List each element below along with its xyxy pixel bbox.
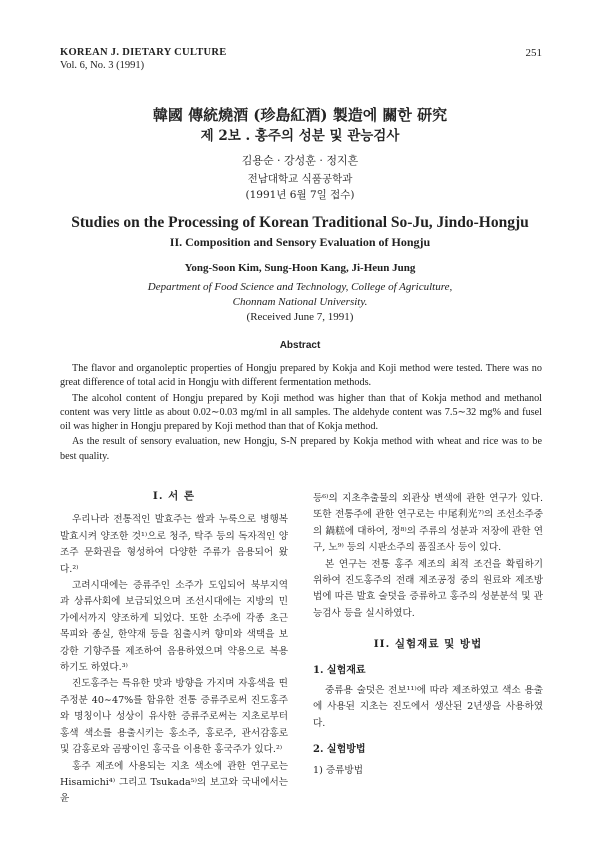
methods-heading: II. 실험재료 및 방법 bbox=[373, 638, 483, 651]
korean-title: 韓國 傳統燒酒 (珍島紅酒) 製造에 關한 研究 bbox=[152, 106, 448, 124]
body-paragraph: 등⁶⁾의 지초추출물의 외관상 변색에 관한 연구가 있다. 또한 전통주에 관한 연구로는 中尾利光⁷⁾의 조선소주중의 鍋糕에 대하여, 정⁸⁾의 주류의 성분과 저장에 관한 연구, 노⁹⁾ 등의 시판소주의 품질조사 등이 있다. bbox=[313, 493, 543, 554]
english-subtitle: II. Composition and Sensory Evaluation of Hongju bbox=[169, 235, 431, 249]
abstract-paragraph: The flavor and organoleptic properties of Hongju prepared by Kokja and Koji method were tested. There was no great difference of total acid in Hongju with different fermentation methods. bbox=[60, 363, 542, 389]
english-authors: Yong-Soon Kim, Sung-Hoon Kang, Ji-Heun Jung bbox=[184, 262, 416, 274]
introduction-heading: I. 서 론 bbox=[152, 490, 196, 502]
body-paragraph: 홍주 제조에 사용되는 지초 색소에 관한 연구로는 Hisamichi⁴⁾ 그리고 Tsukada⁵⁾의 보고와 국내에서는 윤 bbox=[60, 760, 288, 805]
methods-subheading: 2. 실험방법 bbox=[313, 744, 366, 756]
materials-subheading: 1. 실험재료 bbox=[313, 664, 366, 676]
abstract-paragraph: As the result of sensory evaluation, new Hongju, S-N prepared by Kokja method with wheat and rice was to be best quality. bbox=[60, 436, 542, 462]
left-column bbox=[60, 488, 288, 808]
page-number: 251 bbox=[525, 47, 542, 59]
korean-subtitle: 제 2보 . 홍주의 성분 및 관능검사 bbox=[200, 128, 400, 144]
english-received-date: (Received June 7, 1991) bbox=[246, 311, 354, 323]
volume-info: Vol. 6, No. 3 (1991) bbox=[60, 60, 145, 71]
body-paragraph: 진도홍주는 특유한 맛과 방향을 가지며 자홍색을 띤 주정분 40∼47%를 함유한 전통 증류주로써 진도홍주와 명칭이나 성상이 유사한 증류주로써는 지초로부터 홍색 색소를 용출시키는 홍소주, 홍로주, 관서감홍로 및 감홍로와 곰팡이인 홍국을 이용한 홍국주가 있다.²⁾ bbox=[60, 678, 288, 756]
english-affiliation-line1: Department of Food Science and Technology, College of Agriculture, bbox=[147, 281, 453, 293]
method-item: 1) 증류방법 bbox=[313, 764, 363, 776]
journal-name: KOREAN J. DIETARY CULTURE bbox=[60, 47, 227, 58]
english-affiliation-line2: Chonnam National University. bbox=[232, 296, 368, 308]
body-paragraph: 본 연구는 전통 홍주 제조의 최적 조건을 확립하기 위하여 진도홍주의 전래 제조공정 중의 원료와 제조방법에 따른 발효 술덧을 증류하고 홍주의 성분분석 및 관능검사 등을 실시하였다. bbox=[313, 558, 543, 619]
body-paragraph: 고려시대에는 증류주인 소주가 도입되어 북부지역과 상류사회에 보급되었으며 조선시대에는 지방의 민가에서까지 양조하게 되었다. 또한 소주에 각종 초근 목피와 종실, 한약재 등을 침출시켜 향미와 색택을 보강한 기향주를 제조하여 음용하였으며 약용으로 복용하기도 하였다.³⁾ bbox=[60, 580, 288, 674]
body-paragraph: 우리나라 전통적인 발효주는 쌀과 누룩으로 병행복발효시켜 양조한 것¹⁾으로 청주, 탁주 등의 독자적인 양조주 문화권을 형성하여 다양한 주류가 음용되어 왔다.²⁾ bbox=[60, 514, 288, 575]
right-column bbox=[313, 491, 543, 779]
korean-received-date: (1991년 6월 7일 접수) bbox=[245, 189, 355, 201]
korean-affiliation: 전남대학교 식품공학과 bbox=[247, 173, 353, 185]
abstract-paragraph: The alcohol content of Hongju prepared by Koji method was higher than that of Kokja method and methanol content was very little as about 0.02∼0.03 mg/ml in all samples. The aldehyde content was 7.5∼32 mg% and fusel oil was higher in Hongju prepared by Koji method than that of Kokja method. bbox=[60, 392, 542, 432]
abstract-heading: Abstract bbox=[279, 340, 321, 351]
abstract-body bbox=[60, 362, 542, 465]
body-paragraph: 중류용 술덧은 전보¹¹⁾에 따라 제조하였고 색소 용출에 사용된 지초는 진도에서 생산된 2년생을 사용하였다. bbox=[313, 685, 543, 729]
english-title: Studies on the Processing of Korean Traditional So-Ju, Jindo-Hongju bbox=[71, 214, 529, 231]
korean-authors: 김용순 · 강성훈 · 정지흔 bbox=[241, 154, 359, 167]
